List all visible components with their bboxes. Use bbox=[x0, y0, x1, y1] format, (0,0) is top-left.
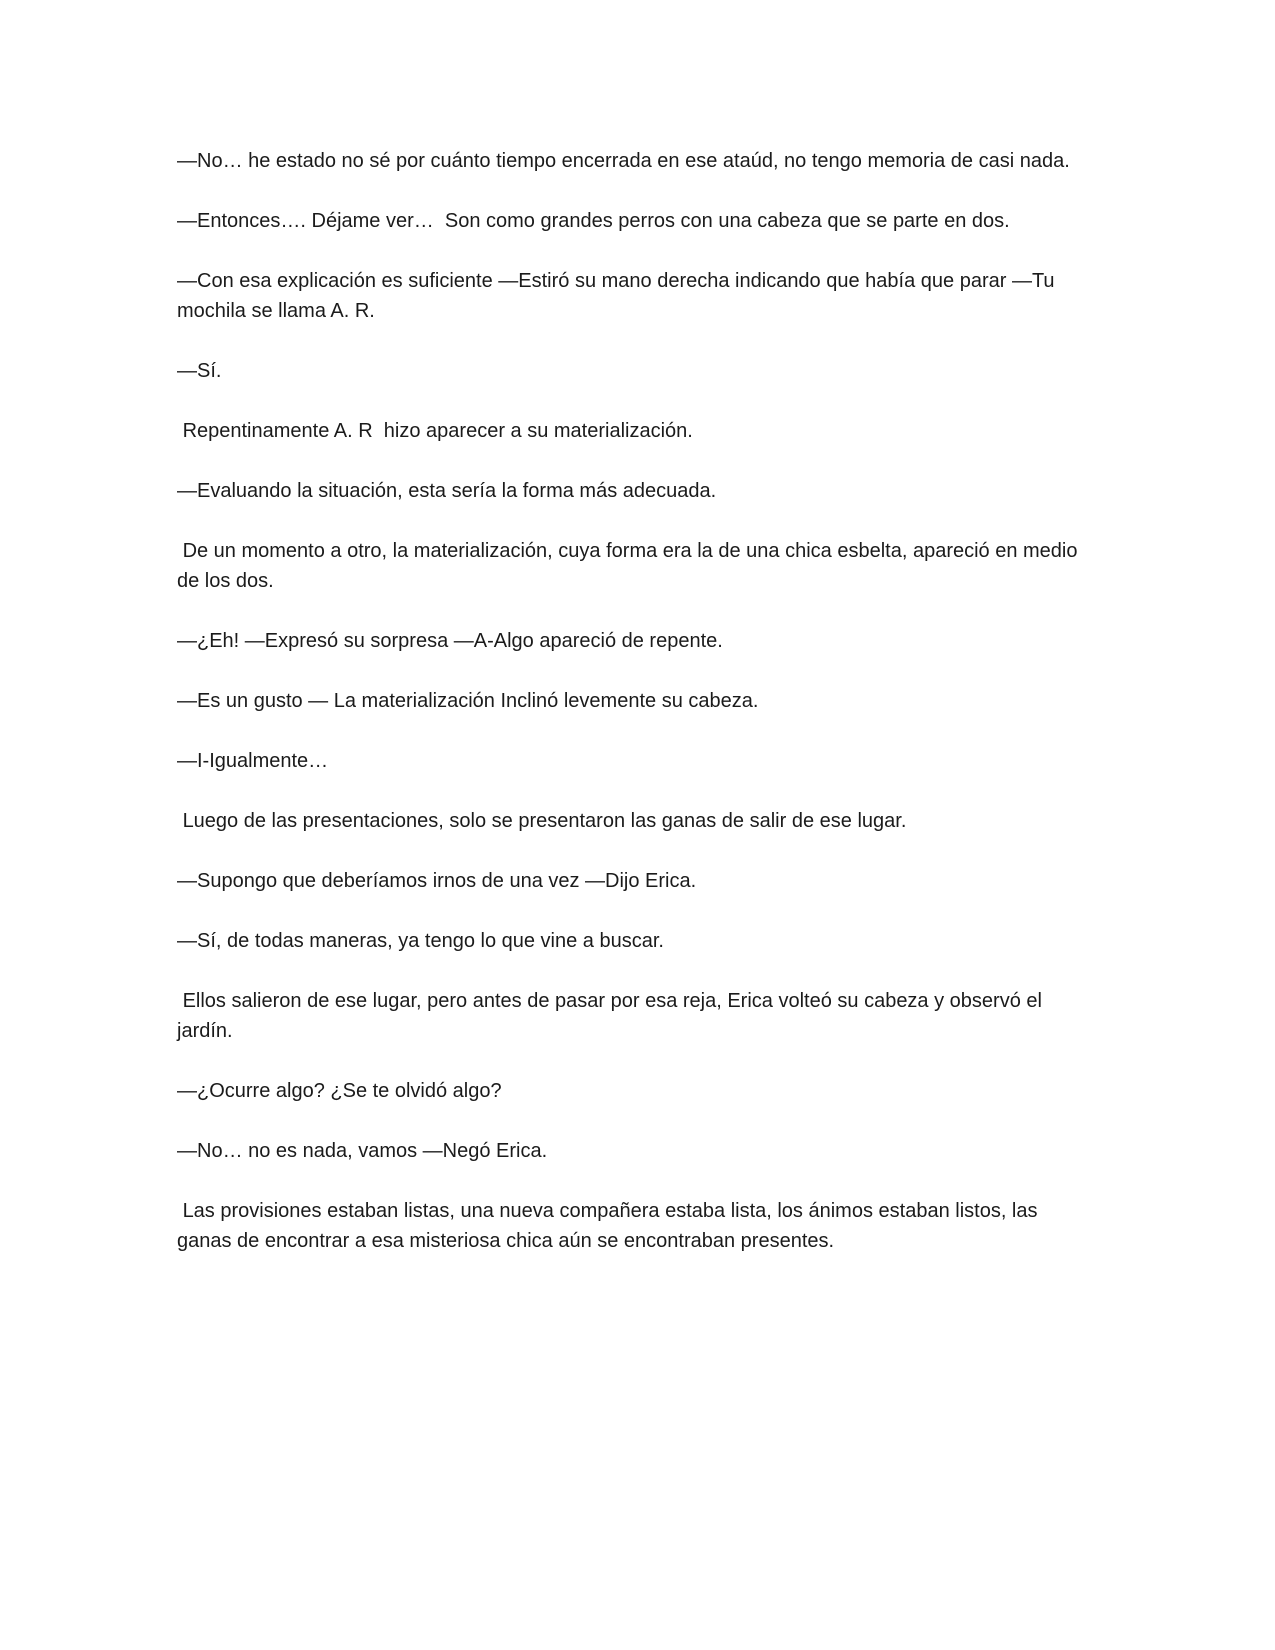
paragraph: —¿Ocurre algo? ¿Se te olvidó algo? bbox=[177, 1080, 502, 1102]
paragraph: Las provisiones estaban listas, una nueva compañera estaba lista, los ánimos estaban listos, las ganas de encontrar a esa misteriosa chica aún se encontraban presentes. bbox=[177, 1200, 1044, 1252]
paragraph: —I-Igualmente… bbox=[177, 750, 329, 772]
document-body bbox=[177, 146, 1097, 1286]
paragraph: —¿Eh! —Expresó su sorpresa —A-Algo apareció de repente. bbox=[177, 630, 723, 652]
paragraph: —Supongo que deberíamos irnos de una vez —Dijo Erica. bbox=[177, 870, 697, 892]
paragraph: Repentinamente A. R hizo aparecer a su materialización. bbox=[177, 420, 693, 442]
paragraph: Luego de las presentaciones, solo se presentaron las ganas de salir de ese lugar. bbox=[177, 810, 907, 832]
paragraph: —Es un gusto — La materialización Inclinó levemente su cabeza. bbox=[177, 690, 759, 712]
paragraph: —Entonces…. Déjame ver… Son como grandes perros con una cabeza que se parte en dos. bbox=[177, 210, 1010, 232]
paragraph: —Sí. bbox=[177, 360, 222, 382]
paragraph: —Evaluando la situación, esta sería la forma más adecuada. bbox=[177, 480, 717, 502]
paragraph: De un momento a otro, la materialización, cuya forma era la de una chica esbelta, apareció en medio de los dos. bbox=[177, 540, 1084, 592]
paragraph: —Con esa explicación es suficiente —Estiró su mano derecha indicando que había que parar —Tu mochila se llama A. R. bbox=[177, 270, 1061, 322]
paragraph: —No… no es nada, vamos —Negó Erica. bbox=[177, 1140, 548, 1162]
paragraph: —No… he estado no sé por cuánto tiempo encerrada en ese ataúd, no tengo memoria de casi nada. bbox=[177, 150, 1070, 172]
paragraph: Ellos salieron de ese lugar, pero antes de pasar por esa reja, Erica volteó su cabeza y observó el jardín. bbox=[177, 990, 1048, 1042]
paragraph: —Sí, de todas maneras, ya tengo lo que vine a buscar. bbox=[177, 930, 664, 952]
